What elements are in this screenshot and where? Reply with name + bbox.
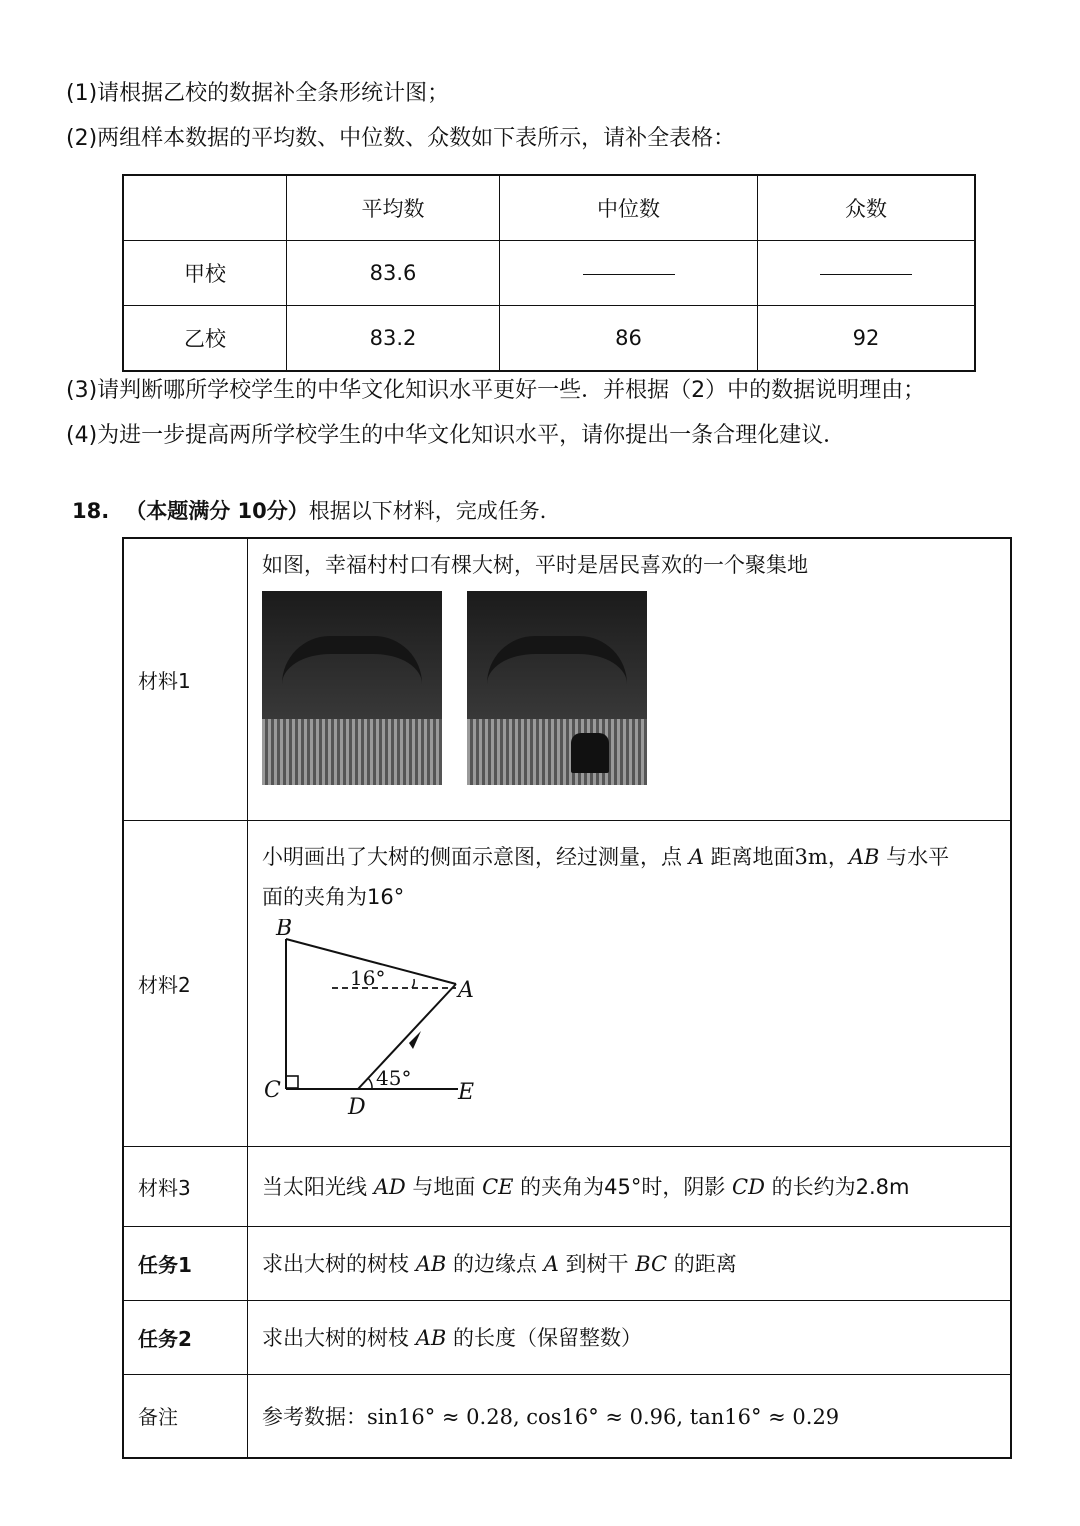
material-3-label: 材料3 (123, 1146, 248, 1226)
segment-ab-text: AB (415, 1252, 447, 1276)
text-span: 的夹角为45°时，阴影 (513, 1175, 733, 1199)
segment-ce-text: CE (482, 1175, 514, 1199)
material-3-text (248, 1146, 1012, 1226)
point-a-text: A (543, 1252, 559, 1276)
note-text (248, 1374, 1012, 1458)
note-row (123, 1374, 1011, 1458)
reference-data-text: sin16° ≈ 0.28, cos16° ≈ 0.96, tan16° ≈ 0.29 (367, 1404, 840, 1429)
segment-ab-text: AB (415, 1326, 447, 1350)
text-span: 的距离 (667, 1252, 737, 1276)
angle-45-label: 45° (376, 1065, 412, 1090)
table-header-median: 中位数 (500, 175, 758, 241)
stats-table (122, 174, 976, 372)
angle-arc-45 (368, 1078, 372, 1089)
median-value: 86 (500, 306, 758, 372)
question-1: (1)请根据乙校的数据补全条形统计图； (66, 81, 450, 106)
right-angle-mark (286, 1076, 298, 1088)
text-span: 的长约为2.8m (764, 1175, 910, 1199)
school-name: 乙校 (123, 306, 287, 372)
material-2-content (248, 820, 1012, 1146)
material-1-row (123, 538, 1011, 820)
text-span: 求出大树的树枝 (262, 1326, 416, 1350)
text-span: ， (827, 844, 849, 869)
question-3: (3)请判断哪所学校学生的中华文化知识水平更好一些．并根据（2）中的数据说明理由； (66, 378, 926, 403)
school-name: 甲校 (123, 241, 287, 306)
mode-value: 92 (758, 306, 976, 372)
text-span: 当太阳光线 (262, 1175, 374, 1199)
text-span: 的边缘点 (446, 1252, 544, 1276)
question-2: (2)两组样本数据的平均数、中位数、众数如下表所示，请补全表格： (66, 126, 736, 151)
label-b: B (276, 918, 293, 941)
label-d: D (348, 1094, 366, 1120)
problem-points: （本题满分 10分） (125, 499, 309, 523)
label-a: A (458, 977, 474, 1003)
segment-ab-text: AB (848, 844, 880, 869)
text-span: 求出大树的树枝 (262, 1252, 416, 1276)
task-2-text (248, 1300, 1012, 1374)
blank-line (583, 273, 675, 275)
mean-value: 83.2 (287, 306, 500, 372)
text-span: 参考数据： (262, 1404, 367, 1429)
table-header-mode: 众数 (758, 175, 976, 241)
text-span: 距离地面 (703, 844, 795, 869)
question-4: (4)为进一步提高两所学校学生的中华文化知识水平，请你提出一条合理化建议． (66, 423, 846, 448)
tree-photo-2 (467, 591, 647, 785)
text-span: 面的夹角为16° (262, 884, 405, 909)
text-span: 小明画出了大树的侧面示意图，经过测量，点 (262, 844, 689, 869)
task-1-row (123, 1226, 1011, 1300)
problem-number: 18. (72, 499, 110, 523)
task-1-label: 任务1 (123, 1226, 248, 1300)
table-header-mean: 平均数 (287, 175, 500, 241)
table-row (123, 241, 975, 306)
table-header-empty (123, 175, 287, 241)
blank-line (820, 273, 912, 275)
point-a-text: A (688, 844, 704, 869)
material-2-label: 材料2 (123, 820, 248, 1146)
material-1-text: 如图，幸福村村口有棵大树，平时是居民喜欢的一个聚集地 (262, 553, 808, 577)
problem-18-heading (72, 495, 561, 525)
task-2-label: 任务2 (123, 1300, 248, 1374)
label-e: E (458, 1079, 475, 1105)
segment-ad-text: AD (373, 1175, 406, 1199)
note-label: 备注 (123, 1374, 248, 1458)
text-span: 的长度（保留整数） (446, 1326, 642, 1350)
material-2-row (123, 820, 1011, 1146)
table-row (123, 306, 975, 372)
tree-photo-1 (262, 591, 442, 785)
text-span: 与地面 (405, 1175, 483, 1199)
distance-text: 3m (794, 844, 828, 869)
text-span: 到树干 (558, 1252, 636, 1276)
materials-table (122, 537, 1012, 1459)
mean-value: 83.6 (287, 241, 500, 306)
material-2-text (262, 837, 1010, 917)
text-span: 与水平 (879, 844, 950, 869)
problem-intro: 根据以下材料，完成任务． (308, 499, 561, 523)
segment-cd-text: CD (732, 1175, 765, 1199)
label-c: C (264, 1077, 281, 1103)
segment-bc-text: BC (635, 1252, 668, 1276)
geometry-diagram (262, 919, 522, 1129)
angle-arc-16 (412, 979, 414, 988)
task-2-row (123, 1300, 1011, 1374)
median-blank (500, 241, 758, 306)
material-1-content (248, 538, 1012, 820)
angle-16-label: 16° (350, 965, 386, 990)
material-1-label: 材料1 (123, 538, 248, 820)
material-3-row (123, 1146, 1011, 1226)
mode-blank (758, 241, 976, 306)
table-header-row (123, 175, 975, 241)
task-1-text (248, 1226, 1012, 1300)
